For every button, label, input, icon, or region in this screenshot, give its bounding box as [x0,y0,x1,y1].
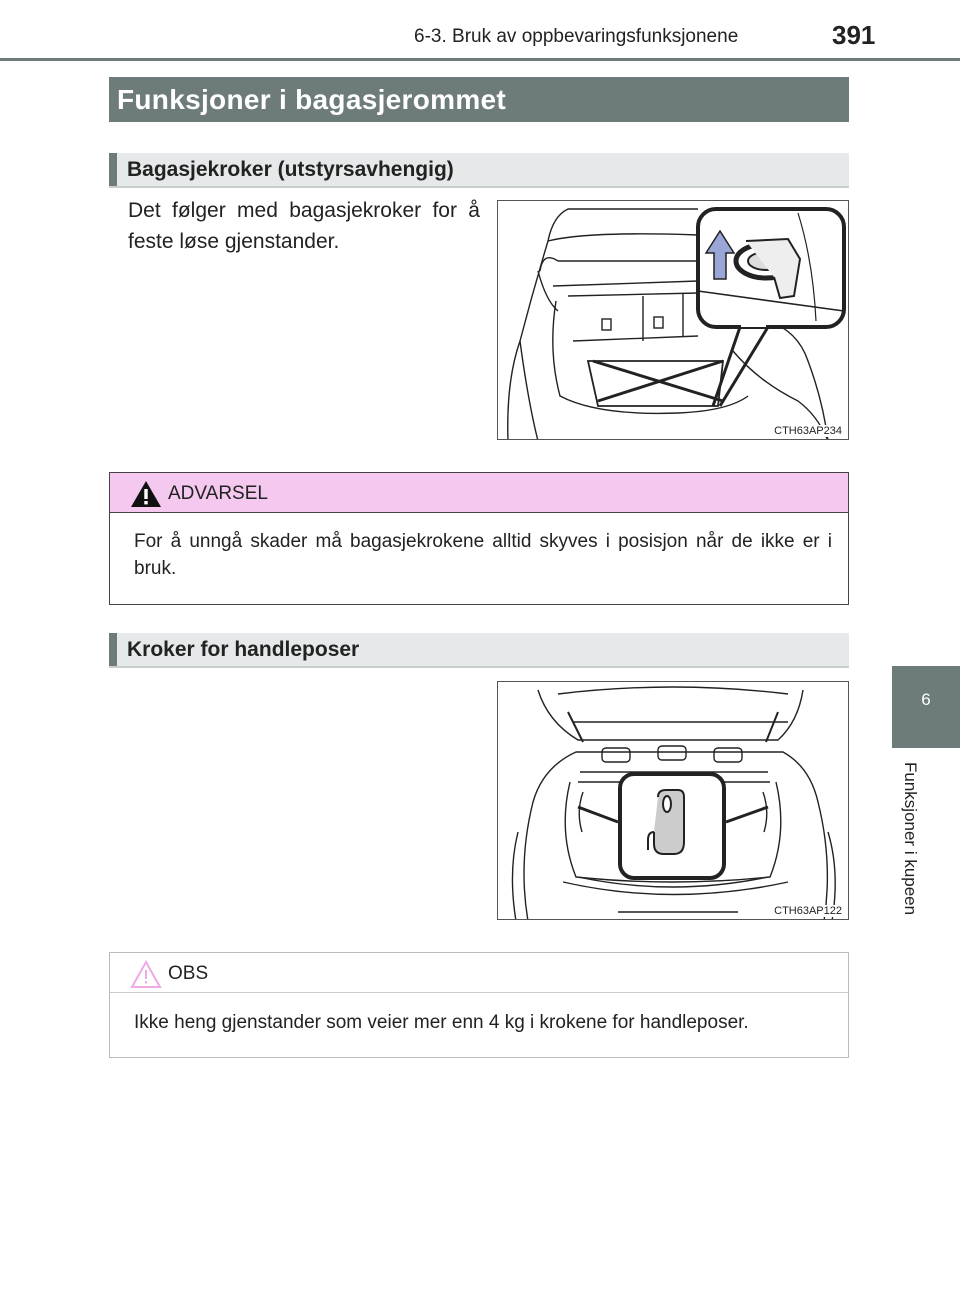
subsection-heading-luggage-hooks [109,153,849,188]
notice-text: Ikke heng gjenstander som veier mer enn 4 kg i krokene for handleposer. [134,1012,749,1033]
trunk-drawing [498,201,849,440]
chapter-side-label-text: Funksjoner i kupeen [901,762,920,916]
warning-text: For å unngå skader må bagasjekrokene alltid skyves i posisjon når de ikke er i bruk. [134,531,832,579]
image-code: CTH63AP122 [774,905,842,917]
chapter-side-label [898,762,922,942]
image-code: CTH63AP234 [774,425,842,437]
warning-label: ADVARSEL [168,483,268,504]
subsection-heading-shopping-bag-hooks [109,633,849,668]
chapter-header: 6-3. Bruk av oppbevaringsfunksjonene [414,26,739,47]
shopping-hook-illustration [497,681,849,920]
header-rule [0,58,960,61]
subsection-title: Bagasjekroker (utstyrsavhengig) [127,158,454,181]
warning-triangle-icon [130,479,162,509]
chapter-tab-number: 6 [921,690,931,709]
notice-header [110,953,848,993]
warning-header [110,473,848,513]
subsection-marker [109,633,117,666]
luggage-hooks-description: Det følger med bagasjekroker for å feste løse gjenstander. [128,199,480,253]
subsection-marker [109,153,117,186]
notice-box [109,952,849,1058]
chapter-tab [892,666,960,748]
luggage-hook-illustration [497,200,849,440]
warning-box [109,472,849,605]
section-title: Funksjoner i bagasjerommet [109,77,849,122]
page-number: 391 [832,20,876,50]
subsection-title: Kroker for handleposer [127,638,360,661]
notice-label: OBS [168,963,209,984]
caution-outline-icon [130,959,162,989]
trunk-rear-drawing [498,682,849,920]
